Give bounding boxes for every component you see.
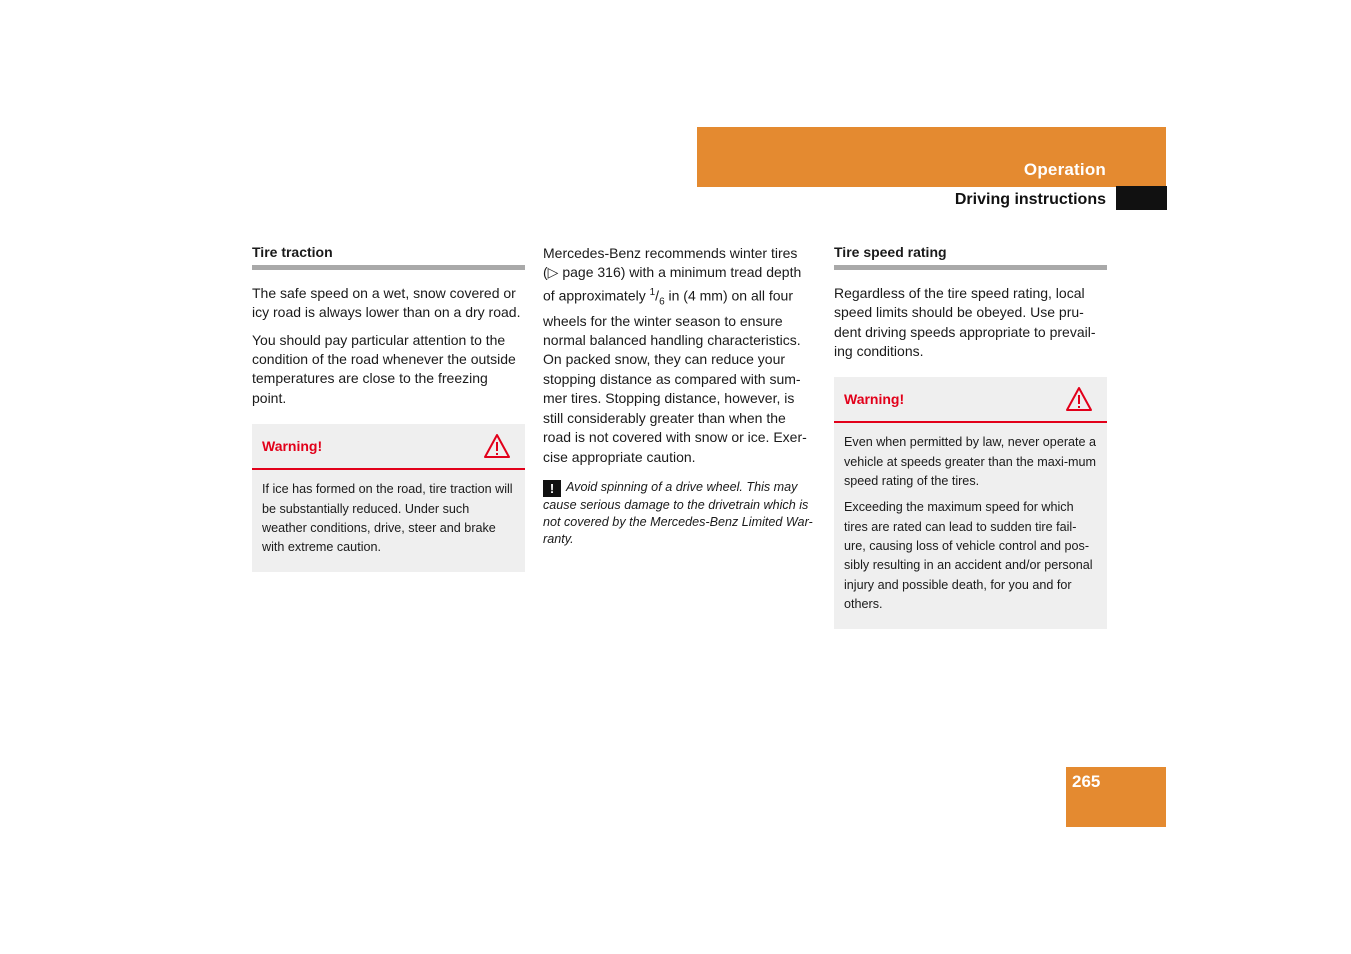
warning-text: Even when permitted by law, never operate a vehicle at speeds greater than the maxi-mum speed rating of the tires.: [844, 435, 1097, 489]
column-tire-traction: [252, 244, 525, 572]
column-winter-tires: [543, 244, 816, 548]
warning-text: Exceeding the maximum speed for which tires are rated can lead to sudden tire fail-ure, causing loss of vehicle control and pos-sibly resulting in an accident and/or personal injury and possible death, for you and for others.: [844, 500, 1093, 611]
subsection-title: Driving instructions: [954, 191, 1106, 208]
text-run: in (4 mm) on all four wheels for the winter season to ensure normal balanced handling characteristics. On packed snow, they can reduce your stopping distance as compared with sum-mer tires. Stopping distance, however, is still considerably greater than when the road is not covered with snow or ice. Exer-cise appropriate caution.: [543, 287, 807, 465]
warning-body: [834, 423, 1107, 614]
caution-note: [543, 479, 816, 548]
fraction-slash: /: [655, 287, 660, 304]
heading-tire-traction: Tire traction: [252, 244, 525, 270]
note-text: Avoid spinning of a drive wheel. This may cause serious damage to the drivetrain which is not covered by the Mercedes-Benz Limited War-ranty.: [543, 479, 813, 546]
paragraph-winter-tires: [543, 244, 816, 467]
text-run: page 316) with a minimum tread depth of approximately: [543, 264, 802, 304]
section-title: Operation: [1023, 160, 1106, 179]
warning-box: [834, 377, 1107, 629]
warning-triangle-icon: [1065, 386, 1093, 412]
warning-box: [252, 424, 525, 572]
paragraph: You should pay particular attention to the condition of the road whenever the outside temperatures are close to the freezing point.: [252, 331, 516, 406]
paragraph: Regardless of the tire speed rating, local speed limits should be obeyed. Use pru-dent driving speeds appropriate to prevail-ing conditions.: [834, 284, 1096, 360]
warning-header: [252, 424, 525, 470]
warning-body: [252, 470, 525, 557]
exclamation-icon: !: [543, 480, 561, 497]
warning-text: If ice has formed on the road, tire traction will be substantially reduced. Under such weather conditions, drive, steer and brake with extreme caution.: [262, 482, 513, 555]
page-number: 265: [1072, 772, 1101, 791]
section-tab-marker: [1116, 186, 1167, 210]
heading-tire-speed-rating: Tire speed rating: [834, 244, 1107, 270]
column-tire-speed-rating: [834, 244, 1107, 629]
fraction-denominator: 6: [659, 296, 665, 308]
page-reference-arrow-icon: ▷: [547, 264, 559, 281]
warning-label: Warning!: [844, 391, 905, 408]
warning-label: Warning!: [262, 438, 323, 455]
fraction-numerator: 1: [649, 286, 656, 298]
warning-header: [834, 377, 1107, 423]
paragraph: The safe speed on a wet, snow covered or icy road is always lower than on a dry road.: [252, 284, 521, 321]
text-run: Mercedes-Benz recommends winter tires (: [543, 245, 798, 281]
warning-triangle-icon: [483, 433, 511, 459]
